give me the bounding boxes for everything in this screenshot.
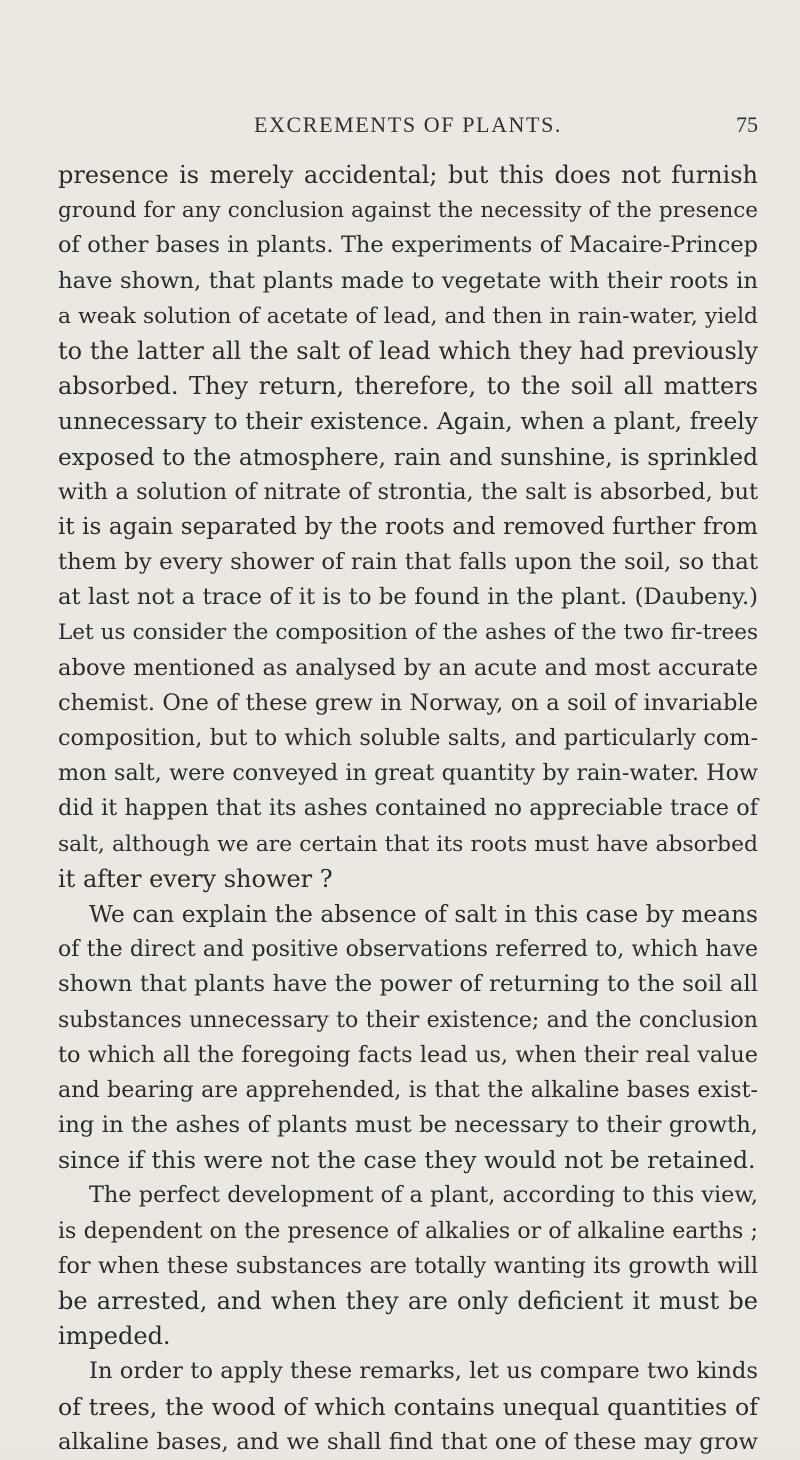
text-line: at last not a trace of it is to be found in the plant. (Daubeny.) (58, 584, 758, 611)
text-line: ground for any conclusion against the necessity of the presence (58, 198, 758, 224)
text-line: salt, although we are certain that its roots must have absorbed (58, 831, 758, 857)
text-line: ing in the ashes of plants must be necessary to their growth, (58, 1112, 758, 1139)
text-line: to which all the foregoing facts lead us, when their real value (58, 1041, 758, 1068)
text-line: chemist. One of these grew in Norway, on a soil of invariable (58, 689, 758, 716)
text-line: substances unnecessary to their existence; and the conclusion (58, 1007, 758, 1033)
text-line: impeded. (58, 1322, 171, 1351)
text-line: of the direct and positive observations referred to, which have (58, 937, 758, 963)
text-line: above mentioned as analysed by an acute and most accurate (58, 654, 758, 681)
text-line: alkaline bases, and we shall find that one of these may grow (58, 1428, 758, 1455)
text-line: with a solution of nitrate of strontia, the salt is absorbed, but (58, 478, 758, 505)
running-title: EXCREMENTS OF PLANTS. (254, 112, 563, 137)
text-line: it is again separated by the roots and removed further from (58, 513, 758, 540)
text-line: be arrested, and when they are only deficient it must be (58, 1287, 758, 1315)
text-line: presence is merely accidental; but this does not furnish (58, 161, 758, 189)
page-number: 75 (736, 112, 758, 137)
text-line: for when these substances are totally wanting its growth will (58, 1252, 758, 1279)
text-line: shown that plants have the power of returning to the soil all (58, 971, 758, 998)
text-line: of other bases in plants. The experiments of Macaire-Princep (58, 232, 758, 259)
text-line: to the latter all the salt of lead which they had previously (58, 336, 758, 365)
text-line: composition, but to which soluble salts, and particularly com- (58, 725, 758, 751)
text-line: of trees, the wood of which contains unequal quantities of (58, 1392, 758, 1421)
text-line: have shown, that plants made to vegetate with their roots in (58, 267, 758, 294)
text-line: mon salt, were conveyed in great quantity by rain-water. How (58, 760, 758, 787)
text-line: and bearing are apprehended, is that the alkaline bases exist- (58, 1076, 758, 1103)
text-line: In order to apply these remarks, let us compare two kinds (89, 1358, 758, 1385)
text-line: is dependent on the presence of alkalies or of alkaline earths ; (58, 1218, 758, 1244)
text-line: Let us consider the composition of the ashes of the two fir-trees (58, 620, 758, 646)
text-line: unnecessary to their existence. Again, when a plant, freely (58, 407, 758, 436)
text-line: absorbed. They return, therefore, to the soil all matters (58, 372, 758, 401)
text-line: did it happen that its ashes contained no appreciable trace of (58, 795, 758, 822)
text-line: The perfect development of a plant, according to this view, (89, 1182, 758, 1209)
text-line: We can explain the absence of salt in this case by means (89, 900, 758, 928)
text-line: it after every shower ? (58, 864, 333, 893)
text-line: a weak solution of acetate of lead, and then in rain-water, yield (58, 303, 758, 329)
text-line: them by every shower of rain that falls upon the soil, so that (58, 549, 758, 576)
text-line: exposed to the atmosphere, rain and sunshine, is sprinkled (58, 443, 758, 471)
text-line: since if this were not the case they would not be retained. (58, 1146, 756, 1175)
running-head (0, 112, 800, 142)
body-text (58, 158, 758, 1460)
